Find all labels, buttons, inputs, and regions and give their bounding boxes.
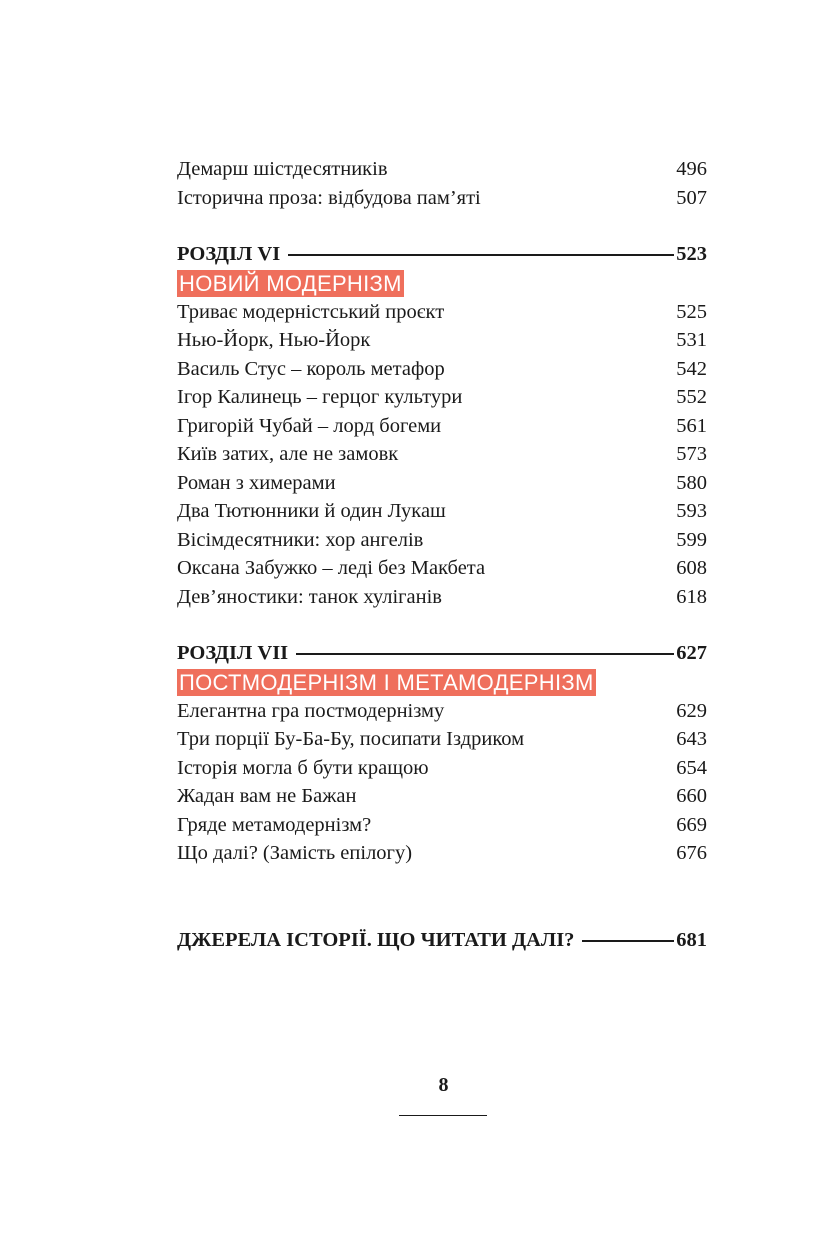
section-7-title: РОЗДІЛ VII bbox=[177, 642, 289, 664]
toc-entry-page: 608 bbox=[676, 557, 707, 579]
toc-entry-page: 531 bbox=[676, 329, 707, 351]
toc-entry-title: Історична проза: відбудова пам’яті bbox=[177, 186, 481, 209]
toc-entry-page: 676 bbox=[676, 842, 707, 864]
toc-entry-page: 573 bbox=[676, 443, 707, 465]
toc-entry[interactable] bbox=[177, 469, 707, 498]
section-6-title: РОЗДІЛ VI bbox=[177, 243, 281, 265]
toc-entry-page: 629 bbox=[676, 699, 707, 722]
toc-entry[interactable] bbox=[177, 697, 707, 726]
toc-entry-title: Історія могла б бути кращою bbox=[177, 756, 429, 779]
toc-entry-page: 599 bbox=[676, 528, 707, 551]
toc-entry-page: 580 bbox=[676, 471, 707, 494]
toc-entry-page: 618 bbox=[676, 585, 707, 608]
toc-entry[interactable] bbox=[177, 184, 707, 213]
toc-entry-title: Роман з химерами bbox=[177, 471, 336, 494]
sources-title: ДЖЕРЕЛА ІСТОРІЇ. ЩО ЧИТАТИ ДАЛІ? bbox=[177, 928, 575, 951]
toc-entry-title: Дев’яностики: танок хуліганів bbox=[177, 585, 442, 608]
toc-entry-page: 654 bbox=[676, 756, 707, 779]
toc-entry-title: Три порції Бу-Ба-Бу, посипати Іздриком bbox=[177, 728, 525, 750]
toc-entry[interactable] bbox=[177, 554, 707, 583]
toc-entry-title: Гряде метамодернізм? bbox=[177, 813, 372, 836]
sources-heading[interactable] bbox=[177, 926, 707, 955]
page-number: 8 bbox=[438, 1074, 449, 1096]
toc-entry-page: 525 bbox=[676, 300, 707, 323]
toc-entry[interactable] bbox=[177, 839, 707, 868]
toc-entry[interactable] bbox=[177, 811, 707, 840]
toc-entry[interactable] bbox=[177, 497, 707, 526]
toc-entry-page: 669 bbox=[676, 813, 707, 836]
toc-entry-title: Василь Стус – король метафор bbox=[177, 357, 445, 380]
toc-entry-title: Два Тютюнники й один Лукаш bbox=[177, 500, 446, 522]
leader-line bbox=[288, 254, 674, 256]
toc-entry[interactable] bbox=[177, 355, 707, 384]
section-6-page: 523 bbox=[676, 243, 707, 265]
section-7-heading[interactable] bbox=[177, 639, 707, 668]
toc-entry[interactable] bbox=[177, 526, 707, 555]
toc-entry[interactable] bbox=[177, 155, 707, 184]
toc-entry-title: Оксана Забужко – леді без Макбета bbox=[177, 557, 486, 579]
section-6-heading[interactable] bbox=[177, 240, 707, 269]
toc-entry[interactable] bbox=[177, 583, 707, 612]
toc-entry-title: Вісімдесятники: хор ангелів bbox=[177, 528, 424, 551]
toc-entry[interactable] bbox=[177, 754, 707, 783]
toc-entry-title: Київ затих, але не замовк bbox=[177, 443, 399, 465]
toc-entry-title: Елегантна гра постмодернізму bbox=[177, 699, 445, 722]
toc-entry-title: Що далі? (Замість епілогу) bbox=[177, 842, 413, 864]
section-7-subtitle: ПОСТМОДЕРНІЗМ І МЕТАМОДЕРНІЗМ bbox=[179, 669, 594, 695]
leader-line bbox=[296, 653, 674, 655]
toc-entry[interactable] bbox=[177, 440, 707, 469]
toc-entry[interactable] bbox=[177, 782, 707, 811]
toc-entry-page: 552 bbox=[676, 386, 707, 408]
toc-entry[interactable] bbox=[177, 326, 707, 355]
sources-page: 681 bbox=[676, 928, 707, 951]
toc-entry-title: Жадан вам не Бажан bbox=[177, 785, 357, 807]
toc-entry-page: 660 bbox=[676, 785, 707, 807]
toc-entry[interactable] bbox=[177, 298, 707, 327]
toc-entry-title: Ігор Калинець – герцог культури bbox=[177, 386, 463, 408]
toc-entry-page: 593 bbox=[676, 500, 707, 522]
toc-entry-page: 507 bbox=[676, 186, 707, 209]
table-of-contents bbox=[177, 155, 707, 954]
toc-entry[interactable] bbox=[177, 725, 707, 754]
leader-line bbox=[582, 940, 674, 942]
toc-entry-title: Триває модерністський проєкт bbox=[177, 300, 445, 323]
toc-entry-page: 542 bbox=[676, 357, 707, 380]
toc-entry-page: 561 bbox=[676, 414, 707, 437]
section-6-subtitle: НОВИЙ МОДЕРНІЗМ bbox=[179, 270, 402, 296]
toc-entry-title: Демарш шістдесятників bbox=[177, 158, 388, 180]
toc-entry[interactable] bbox=[177, 412, 707, 441]
section-7-page: 627 bbox=[676, 642, 707, 664]
toc-entry-title: Григорій Чубай – лорд богеми bbox=[177, 414, 442, 437]
toc-entry-page: 643 bbox=[676, 728, 707, 750]
toc-entry[interactable] bbox=[177, 383, 707, 412]
toc-entry-page: 496 bbox=[676, 158, 707, 180]
page-number-rule bbox=[399, 1115, 487, 1116]
toc-entry-title: Нью-Йорк, Нью-Йорк bbox=[177, 329, 371, 351]
